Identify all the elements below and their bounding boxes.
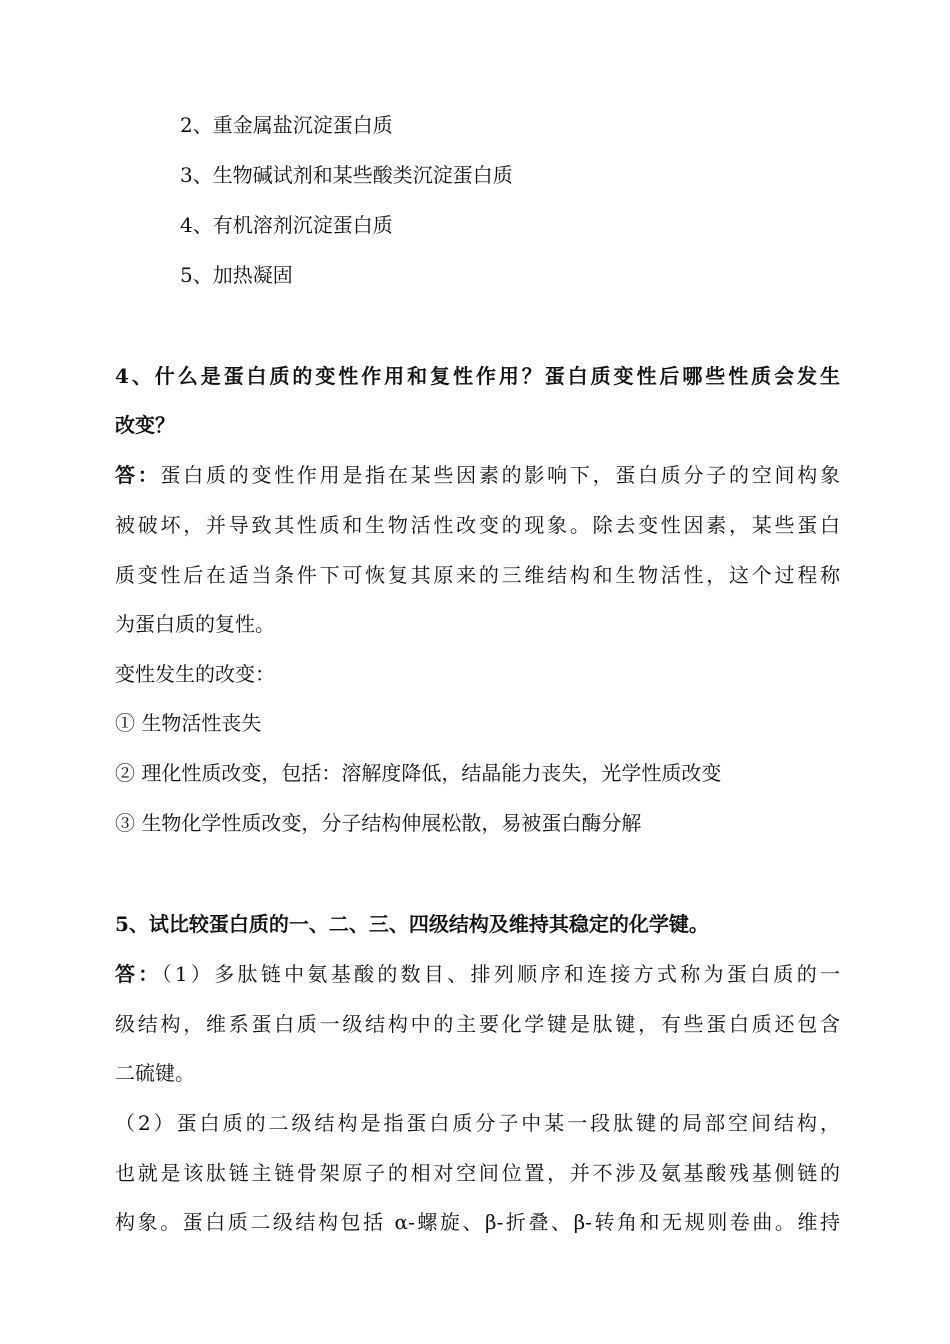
list-item: 2、重金属盐沉淀蛋白质 [180, 113, 393, 137]
answer-5-line: 级结构，维系蛋白质一级结构中的主要化学键是肽键，有些蛋白质还包含 [115, 1012, 840, 1036]
list-item: 4、有机溶剂沉淀蛋白质 [180, 213, 393, 237]
list-item: 5、加热凝固 [180, 263, 293, 287]
answer-5-line: （2）蛋白质的二级结构是指蛋白质分子中某一段肽键的局部空间结构， [115, 1111, 840, 1135]
change-item: ③ 生物化学性质改变，分子结构伸展松散，易被蛋白酶分解 [115, 811, 642, 835]
question-4-title: 4、什么是蛋白质的变性作用和复性作用？蛋白质变性后哪些性质会发生 [115, 364, 840, 388]
list-item: 3、生物碱试剂和某些酸类沉淀蛋白质 [180, 163, 513, 187]
answer-5-text: （1）多肽链中氨基酸的数目、排列顺序和连接方式称为蛋白质的一 [161, 962, 841, 986]
changes-heading: 变性发生的改变： [115, 662, 275, 686]
answer-4-line: 为蛋白质的复性。 [115, 612, 275, 636]
change-item: ② 理化性质改变，包括：溶解度降低，结晶能力丧失，光学性质改变 [115, 761, 722, 785]
change-item: ① 生物活性丧失 [115, 711, 262, 735]
answer-4-line [115, 461, 840, 489]
answer-4-text: 蛋白质的变性作用是指在某些因素的影响下，蛋白质分子的空间构象 [160, 463, 841, 487]
answer-5-line: 构象。蛋白质二级结构包括 α-螺旋、β-折叠、β-转角和无规则卷曲。维持 [115, 1210, 840, 1234]
answer-4-line: 被破坏，并导致其性质和生物活性改变的现象。除去变性因素，某些蛋白 [115, 513, 840, 537]
answer-5-line [115, 960, 840, 988]
question-4-title-cont: 改变？ [115, 413, 175, 437]
question-5-title: 5、试比较蛋白质的一、二、三、四级结构及维持其稳定的化学键。 [115, 912, 709, 936]
answer-label: 答： [115, 962, 162, 986]
answer-5-line: 也就是该肽链主链骨架原子的相对空间位置，并不涉及氨基酸残基侧链的 [115, 1161, 840, 1185]
answer-4-line: 质变性后在适当条件下可恢复其原来的三维结构和生物活性，这个过程称 [115, 563, 840, 587]
answer-label: 答： [115, 463, 161, 487]
answer-5-line: 二硫键。 [115, 1061, 195, 1085]
